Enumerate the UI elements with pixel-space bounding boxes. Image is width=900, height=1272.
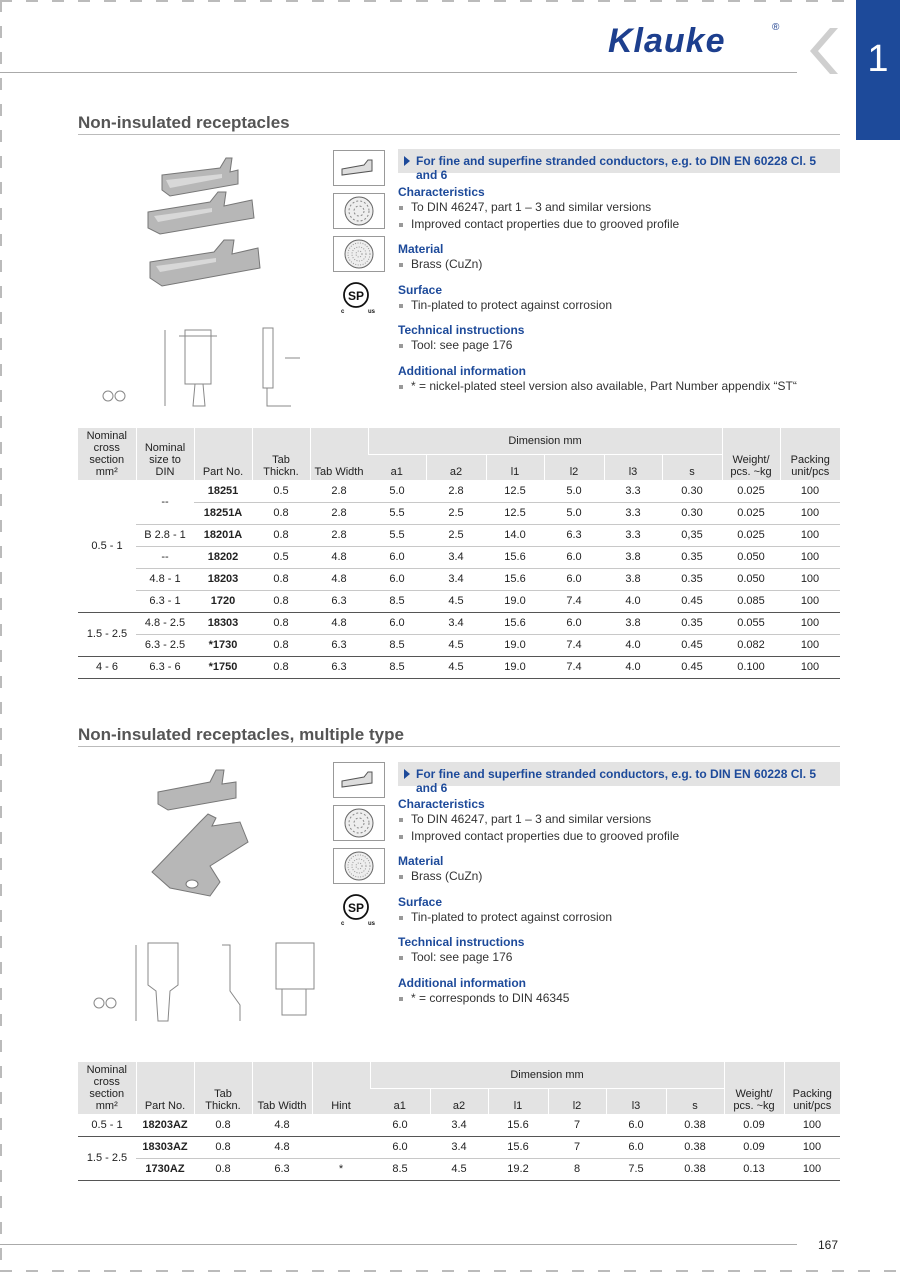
table-cell: 1720 xyxy=(194,590,252,612)
superfine-stranded-conductor-icon xyxy=(333,236,385,272)
table-cell: 6.0 xyxy=(544,546,604,568)
table-cell: 100 xyxy=(784,1158,840,1180)
table-cell: 6.0 xyxy=(368,546,426,568)
col-header: l1 xyxy=(486,454,544,480)
col-header: Nominal cross section mm² xyxy=(78,428,136,480)
table-cell: 6.3 xyxy=(310,634,368,656)
table-cell: 0.8 xyxy=(252,524,310,546)
table-cell: 4.8 xyxy=(252,1136,312,1158)
section-title: Non-insulated receptacles, multiple type xyxy=(78,725,404,744)
table-cell: 0.025 xyxy=(722,480,780,502)
table-cell: 8.5 xyxy=(368,634,426,656)
col-header: l2 xyxy=(544,454,604,480)
table-cell: *1730 xyxy=(194,634,252,656)
table-cell: 0.8 xyxy=(194,1136,252,1158)
table-cell: -- xyxy=(136,546,194,568)
table-cell: 4.8 xyxy=(252,1114,312,1136)
table-cell: 0.100 xyxy=(722,656,780,678)
table-cell: 2.8 xyxy=(310,524,368,546)
table-cell: 100 xyxy=(780,546,840,568)
col-header: Packing unit/pcs xyxy=(784,1062,840,1114)
table-cell: 2.5 xyxy=(426,502,486,524)
col-header: s xyxy=(662,454,722,480)
list-item: To DIN 46247, part 1 – 3 and similar versions xyxy=(398,811,838,828)
table-cell: 14.0 xyxy=(486,524,544,546)
table-cell: 0.5 - 1 xyxy=(78,480,136,612)
col-header: Nominal cross section mm² xyxy=(78,1062,136,1114)
table-cell: 0.082 xyxy=(722,634,780,656)
col-header: a2 xyxy=(426,454,486,480)
table-row xyxy=(78,1158,840,1180)
table-cell: 18202 xyxy=(194,546,252,568)
table-cell: 4.8 xyxy=(310,612,368,634)
svg-text:c: c xyxy=(341,921,345,927)
list-item: To DIN 46247, part 1 – 3 and similar versions xyxy=(398,199,838,216)
table-row xyxy=(78,590,840,612)
col-header: a1 xyxy=(370,1088,430,1114)
col-header: s xyxy=(666,1088,724,1114)
table-cell: 4.8 xyxy=(310,568,368,590)
table-cell: 6.3 xyxy=(310,590,368,612)
receptacle-icon xyxy=(333,762,385,798)
list-item: Brass (CuZn) xyxy=(398,868,838,885)
table-cell: 100 xyxy=(780,634,840,656)
table-cell: 1730AZ xyxy=(136,1158,194,1180)
list-item: Improved contact properties due to grooved profile xyxy=(398,828,838,845)
table-cell: 5.0 xyxy=(544,502,604,524)
characteristics-heading: Characteristics xyxy=(398,797,485,811)
section-rule xyxy=(78,134,840,135)
table-cell: 3.4 xyxy=(430,1136,488,1158)
table-cell: 6.0 xyxy=(368,612,426,634)
table-cell: 5.5 xyxy=(368,502,426,524)
spec-table xyxy=(78,428,840,679)
table-cell: 3.3 xyxy=(604,480,662,502)
chevron-left-icon xyxy=(790,26,840,76)
table-cell: 18303 xyxy=(194,612,252,634)
table-cell: 1.5 - 2.5 xyxy=(78,612,136,656)
table-cell: 5.0 xyxy=(544,480,604,502)
list-item: Tin-plated to protect against corrosion xyxy=(398,297,838,314)
table-cell: 100 xyxy=(784,1136,840,1158)
table-cell: 2.8 xyxy=(426,480,486,502)
table-cell: 3.8 xyxy=(604,568,662,590)
table-cell: 100 xyxy=(780,568,840,590)
table-cell: 6.0 xyxy=(368,568,426,590)
list-item: Tin-plated to protect against corrosion xyxy=(398,909,838,926)
table-cell: 100 xyxy=(780,590,840,612)
table-cell: 100 xyxy=(780,502,840,524)
table-cell: 0.8 xyxy=(194,1158,252,1180)
fine-stranded-conductor-icon xyxy=(333,193,385,229)
product-info xyxy=(398,175,838,394)
table-cell: 0.13 xyxy=(724,1158,784,1180)
technical-heading: Technical instructions xyxy=(398,323,525,337)
caret-right-icon xyxy=(404,156,410,166)
table-cell: 15.6 xyxy=(486,612,544,634)
col-header: l1 xyxy=(488,1088,548,1114)
table-cell: 1.5 - 2.5 xyxy=(78,1136,136,1180)
table-cell: 7.4 xyxy=(544,656,604,678)
table-cell: 0.30 xyxy=(662,502,722,524)
table-cell: 3.8 xyxy=(604,546,662,568)
table-cell: 0.8 xyxy=(252,612,310,634)
table-cell: 4.0 xyxy=(604,634,662,656)
brand-logo: Klauke xyxy=(608,22,726,60)
table-cell: 6.0 xyxy=(606,1136,666,1158)
col-header: l3 xyxy=(606,1088,666,1114)
table-cell: 6.3 xyxy=(310,656,368,678)
table-cell: 0.8 xyxy=(252,502,310,524)
list-item: Tool: see page 176 xyxy=(398,337,838,354)
list-item: Tool: see page 176 xyxy=(398,949,838,966)
table-cell: 0.09 xyxy=(724,1136,784,1158)
col-header: Dimension mm xyxy=(370,1062,724,1088)
footer-rule xyxy=(0,1244,797,1245)
table-cell: 8 xyxy=(548,1158,606,1180)
fine-stranded-conductor-icon xyxy=(333,805,385,841)
table-cell: 18203AZ xyxy=(136,1114,194,1136)
col-header: Dimension mm xyxy=(368,428,722,454)
col-header: Part No. xyxy=(194,428,252,480)
table-cell: 6.0 xyxy=(370,1114,430,1136)
receptacle-icon xyxy=(333,150,385,186)
table-cell: 19.0 xyxy=(486,634,544,656)
svg-text:us: us xyxy=(368,309,376,315)
conductor-banner: For fine and superfine stranded conductors, e.g. to DIN EN 60228 Cl. 5 and 6 xyxy=(398,762,840,786)
table-cell: 4.5 xyxy=(426,590,486,612)
col-header: a2 xyxy=(430,1088,488,1114)
table-cell: 6.3 - 2.5 xyxy=(136,634,194,656)
table-cell: 7.4 xyxy=(544,634,604,656)
table-cell: 0.085 xyxy=(722,590,780,612)
table-cell: 100 xyxy=(784,1114,840,1136)
table-cell: 0.050 xyxy=(722,546,780,568)
table-cell: 0.050 xyxy=(722,568,780,590)
list-item: Improved contact properties due to grooved profile xyxy=(398,216,838,233)
table-cell: 0.38 xyxy=(666,1158,724,1180)
spec-table xyxy=(78,1062,840,1181)
technical-drawing xyxy=(95,318,310,413)
table-cell: 4 - 6 xyxy=(78,656,136,678)
table-cell: 4.8 - 2.5 xyxy=(136,612,194,634)
table-cell: 18201A xyxy=(194,524,252,546)
svg-text:us: us xyxy=(368,921,376,927)
conductor-banner: For fine and superfine stranded conductors, e.g. to DIN EN 60228 Cl. 5 and 6 xyxy=(398,149,840,173)
table-cell: 6.3 - 6 xyxy=(136,656,194,678)
table-cell: 0.38 xyxy=(666,1136,724,1158)
table-cell: *1750 xyxy=(194,656,252,678)
table-cell: 15.6 xyxy=(488,1136,548,1158)
table-cell: 3.4 xyxy=(430,1114,488,1136)
table-cell: 4.0 xyxy=(604,656,662,678)
table-cell: 2.8 xyxy=(310,502,368,524)
table-cell: 15.6 xyxy=(486,546,544,568)
svg-text:SP: SP xyxy=(348,901,365,915)
chapter-tab[interactable]: 1 xyxy=(856,0,900,140)
col-header: Hint xyxy=(312,1062,370,1114)
table-cell: 4.0 xyxy=(604,590,662,612)
surface-heading: Surface xyxy=(398,894,443,909)
table-cell: 100 xyxy=(780,612,840,634)
table-cell: 3.4 xyxy=(426,546,486,568)
col-header: Nominal size to DIN xyxy=(136,428,194,480)
table-cell: 12.5 xyxy=(486,480,544,502)
table-cell: 0.45 xyxy=(662,590,722,612)
table-row xyxy=(78,1136,840,1158)
col-header: Packing unit/pcs xyxy=(780,428,840,480)
table-cell: 6.3 xyxy=(252,1158,312,1180)
table-cell: 3.4 xyxy=(426,568,486,590)
table-cell: 100 xyxy=(780,480,840,502)
table-cell: 4.8 xyxy=(310,546,368,568)
header-rule xyxy=(0,72,797,73)
table-cell: 6.0 xyxy=(544,612,604,634)
table-row xyxy=(78,480,840,502)
col-header: a1 xyxy=(368,454,426,480)
table-cell: 0.8 xyxy=(252,656,310,678)
table-row xyxy=(78,524,840,546)
caret-right-icon xyxy=(404,769,410,779)
table-row xyxy=(78,656,840,678)
list-item: * = nickel-plated steel version also available, Part Number appendix “ST“ xyxy=(398,378,838,395)
table-row xyxy=(78,1114,840,1136)
table-cell: 18203 xyxy=(194,568,252,590)
table-cell: 100 xyxy=(780,656,840,678)
table-row xyxy=(78,612,840,634)
table-cell: 0.5 xyxy=(252,480,310,502)
table-cell: * xyxy=(312,1158,370,1180)
table-cell: 3.4 xyxy=(426,612,486,634)
list-item: * = corresponds to DIN 46345 xyxy=(398,990,838,1007)
table-cell: 0,35 xyxy=(662,524,722,546)
col-header: l3 xyxy=(604,454,662,480)
crop-marks-left xyxy=(0,0,2,1272)
additional-heading: Additional information xyxy=(398,975,526,990)
table-cell: 0.30 xyxy=(662,480,722,502)
table-cell: 2.5 xyxy=(426,524,486,546)
table-cell: 0.8 xyxy=(252,590,310,612)
table-cell: 6.0 xyxy=(370,1136,430,1158)
table-cell: 7.5 xyxy=(606,1158,666,1180)
table-cell: 12.5 xyxy=(486,502,544,524)
table-cell: 3.8 xyxy=(604,612,662,634)
characteristics-heading: Characteristics xyxy=(398,185,485,199)
table-cell: 7.4 xyxy=(544,590,604,612)
col-header: Tab Thickn. xyxy=(252,428,310,480)
table-row xyxy=(78,546,840,568)
table-cell: 19.0 xyxy=(486,590,544,612)
technical-heading: Technical instructions xyxy=(398,935,525,949)
table-cell: 6.0 xyxy=(606,1114,666,1136)
superfine-stranded-conductor-icon xyxy=(333,848,385,884)
table-cell: 0.5 - 1 xyxy=(78,1114,136,1136)
table-row xyxy=(78,634,840,656)
product-photo xyxy=(140,150,270,300)
table-cell: 18251 xyxy=(194,480,252,502)
table-cell: 19.0 xyxy=(486,656,544,678)
material-heading: Material xyxy=(398,242,444,256)
table-cell: 0.8 xyxy=(252,634,310,656)
table-cell: 3.3 xyxy=(604,524,662,546)
table-cell: 15.6 xyxy=(488,1114,548,1136)
table-cell: 6.3 - 1 xyxy=(136,590,194,612)
table-cell: 0.35 xyxy=(662,546,722,568)
csa-certification-icon xyxy=(340,892,380,928)
table-cell: 6.3 xyxy=(544,524,604,546)
col-header: Part No. xyxy=(136,1062,194,1114)
table-cell: 0.45 xyxy=(662,634,722,656)
table-cell: 2.8 xyxy=(310,480,368,502)
table-cell: 3.3 xyxy=(604,502,662,524)
section-title: Non-insulated receptacles xyxy=(78,113,290,132)
table-cell: 4.5 xyxy=(426,634,486,656)
product-info xyxy=(398,787,838,1006)
table-cell: 0.055 xyxy=(722,612,780,634)
table-cell: -- xyxy=(136,480,194,524)
table-cell: 15.6 xyxy=(486,568,544,590)
table-cell: 18251A xyxy=(194,502,252,524)
table-cell xyxy=(312,1114,370,1136)
col-header: Tab Width xyxy=(252,1062,312,1114)
table-cell: 4.5 xyxy=(426,656,486,678)
table-cell: 5.5 xyxy=(368,524,426,546)
surface-heading: Surface xyxy=(398,282,443,297)
table-cell: 0.025 xyxy=(722,502,780,524)
section-rule xyxy=(78,746,840,747)
product-photo xyxy=(140,762,270,912)
table-cell: 18303AZ xyxy=(136,1136,194,1158)
table-cell: 0.38 xyxy=(666,1114,724,1136)
col-header: Weight/ pcs. ~kg xyxy=(722,428,780,480)
table-cell xyxy=(312,1136,370,1158)
list-item: Brass (CuZn) xyxy=(398,256,838,273)
table-cell: 0.8 xyxy=(252,568,310,590)
table-cell: 19.2 xyxy=(488,1158,548,1180)
crop-marks-top xyxy=(0,0,900,2)
table-cell: 7 xyxy=(548,1114,606,1136)
table-cell: 4.5 xyxy=(430,1158,488,1180)
technical-drawing xyxy=(90,935,320,1025)
table-cell: 0.8 xyxy=(194,1114,252,1136)
table-cell: B 2.8 - 1 xyxy=(136,524,194,546)
table-cell: 6.0 xyxy=(544,568,604,590)
table-cell: 0.35 xyxy=(662,612,722,634)
col-header: Tab Width xyxy=(310,428,368,480)
csa-certification-icon xyxy=(340,280,380,316)
page-number: 167 xyxy=(818,1238,839,1252)
table-cell: 5.0 xyxy=(368,480,426,502)
col-header: Tab Thickn. xyxy=(194,1062,252,1114)
table-cell: 8.5 xyxy=(370,1158,430,1180)
svg-text:SP: SP xyxy=(348,289,365,303)
table-cell: 100 xyxy=(780,524,840,546)
table-cell: 0.09 xyxy=(724,1114,784,1136)
col-header: Weight/ pcs. ~kg xyxy=(724,1062,784,1114)
table-cell: 4.8 - 1 xyxy=(136,568,194,590)
additional-heading: Additional information xyxy=(398,363,526,378)
table-cell: 0.45 xyxy=(662,656,722,678)
col-header: l2 xyxy=(548,1088,606,1114)
table-cell: 0.025 xyxy=(722,524,780,546)
table-cell: 8.5 xyxy=(368,656,426,678)
table-row xyxy=(78,568,840,590)
table-cell: 7 xyxy=(548,1136,606,1158)
table-cell: 0.5 xyxy=(252,546,310,568)
brand-registered-mark: ® xyxy=(772,22,780,33)
svg-text:c: c xyxy=(341,309,345,315)
material-heading: Material xyxy=(398,854,444,868)
table-cell: 8.5 xyxy=(368,590,426,612)
table-cell: 0.35 xyxy=(662,568,722,590)
